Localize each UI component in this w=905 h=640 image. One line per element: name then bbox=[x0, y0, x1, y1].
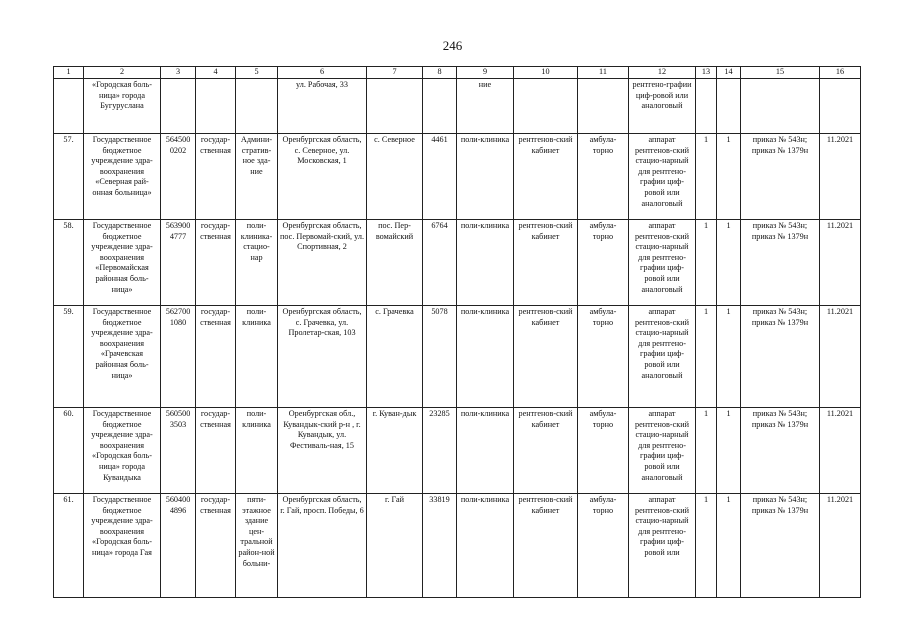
row-number-cell bbox=[54, 79, 84, 134]
address-cell: Оренбургская обл., Кувандык-ский р-н , г. Кувандык, ул. Фестиваль-ная, 15 bbox=[278, 408, 367, 494]
order-reference-cell: приказ № 543н; приказ № 1379н bbox=[741, 494, 820, 598]
care-mode-cell: амбула-торно bbox=[578, 134, 629, 220]
column-number: 4 bbox=[196, 67, 236, 79]
address-cell: Оренбургская область, пос. Первомай-ский, ул. Спортивная, 2 bbox=[278, 220, 367, 306]
table-row bbox=[54, 494, 861, 598]
quantity-cell: 1 bbox=[696, 494, 717, 598]
population-cell: 23285 bbox=[423, 408, 457, 494]
date-cell: 11.2021 bbox=[820, 220, 861, 306]
equipment-cell: аппарат рентгенов-ский стацио-нарный для рентгено-графии циф-ровой или аналоговый bbox=[629, 134, 696, 220]
code-cell: 560400 4896 bbox=[161, 494, 196, 598]
address-cell: Оренбургская область, с. Северное, ул. Московская, 1 bbox=[278, 134, 367, 220]
care-mode-cell bbox=[578, 79, 629, 134]
table-row-continuation bbox=[54, 79, 861, 134]
address-cell: Оренбургская область, с. Грачевка, ул. Пролетар-ская, 103 bbox=[278, 306, 367, 408]
address-cell: ул. Рабочая, 33 bbox=[278, 79, 367, 134]
organization-cell: Государственное бюджетное учреждение здра-воохранения «Первомайская районная боль-ница» bbox=[84, 220, 161, 306]
department-cell bbox=[514, 79, 578, 134]
column-number: 12 bbox=[629, 67, 696, 79]
settlement-cell: пос. Пер-вомайский bbox=[367, 220, 423, 306]
column-number: 1 bbox=[54, 67, 84, 79]
order-reference-cell: приказ № 543н; приказ № 1379н bbox=[741, 408, 820, 494]
date-cell bbox=[820, 79, 861, 134]
department-cell: рентгенов-ский кабинет bbox=[514, 408, 578, 494]
organization-cell: Государственное бюджетное учреждение здра-воохранения «Городская боль-ница» города Кувандыка bbox=[84, 408, 161, 494]
date-cell: 11.2021 bbox=[820, 134, 861, 220]
population-cell: 6764 bbox=[423, 220, 457, 306]
row-number-cell: 60. bbox=[54, 408, 84, 494]
building-cell: поли-клиника bbox=[236, 306, 278, 408]
population-cell: 5078 bbox=[423, 306, 457, 408]
organization-cell: Государственное бюджетное учреждение здра-воохранения «Городская боль-ница» города Гая bbox=[84, 494, 161, 598]
quantity-cell: 1 bbox=[717, 494, 741, 598]
department-cell: рентгенов-ский кабинет bbox=[514, 220, 578, 306]
ownership-cell bbox=[196, 79, 236, 134]
department-cell: рентгенов-ский кабинет bbox=[514, 494, 578, 598]
building-cell: пяти-этажное здание цен-тральной район-ной больни- bbox=[236, 494, 278, 598]
address-cell: Оренбургская область, г. Гай, просп. Победы, 6 bbox=[278, 494, 367, 598]
quantity-cell: 1 bbox=[717, 306, 741, 408]
quantity-cell: 1 bbox=[696, 306, 717, 408]
ownership-cell: государ-ственная bbox=[196, 408, 236, 494]
row-number-cell: 59. bbox=[54, 306, 84, 408]
unit-type-cell: поли-клиника bbox=[457, 306, 514, 408]
building-cell bbox=[236, 79, 278, 134]
ownership-cell: государ-ственная bbox=[196, 220, 236, 306]
quantity-cell: 1 bbox=[717, 134, 741, 220]
order-reference-cell bbox=[741, 79, 820, 134]
date-cell: 11.2021 bbox=[820, 306, 861, 408]
page-number: 246 bbox=[442, 38, 463, 53]
column-number: 14 bbox=[717, 67, 741, 79]
unit-type-cell: поли-клиника bbox=[457, 408, 514, 494]
column-number: 13 bbox=[696, 67, 717, 79]
quantity-cell bbox=[717, 79, 741, 134]
settlement-cell bbox=[367, 79, 423, 134]
date-cell: 11.2021 bbox=[820, 408, 861, 494]
care-mode-cell: амбула-торно bbox=[578, 494, 629, 598]
population-cell: 4461 bbox=[423, 134, 457, 220]
code-cell: 564500 0202 bbox=[161, 134, 196, 220]
column-number: 6 bbox=[278, 67, 367, 79]
settlement-cell: г. Куван-дык bbox=[367, 408, 423, 494]
order-reference-cell: приказ № 543н; приказ № 1379н bbox=[741, 220, 820, 306]
quantity-cell: 1 bbox=[696, 134, 717, 220]
equipment-cell: аппарат рентгенов-ский стацио-нарный для рентгено-графии циф-ровой или аналоговый bbox=[629, 306, 696, 408]
care-mode-cell: амбула-торно bbox=[578, 306, 629, 408]
ownership-cell: государ-ственная bbox=[196, 306, 236, 408]
table-row bbox=[54, 306, 861, 408]
column-number: 9 bbox=[457, 67, 514, 79]
table-row bbox=[54, 220, 861, 306]
settlement-cell: г. Гай bbox=[367, 494, 423, 598]
equipment-register-table bbox=[53, 66, 861, 598]
column-number-header-row bbox=[54, 67, 861, 79]
settlement-cell: с. Грачевка bbox=[367, 306, 423, 408]
column-number: 16 bbox=[820, 67, 861, 79]
table-row bbox=[54, 134, 861, 220]
unit-type-cell: поли-клиника bbox=[457, 220, 514, 306]
unit-type-cell: поли-клиника bbox=[457, 134, 514, 220]
building-cell: Админи-стратив-ное зда-ние bbox=[236, 134, 278, 220]
equipment-cell: рентгено-графии циф-ровой или аналоговый bbox=[629, 79, 696, 134]
department-cell: рентгенов-ский кабинет bbox=[514, 306, 578, 408]
quantity-cell: 1 bbox=[696, 408, 717, 494]
column-number: 2 bbox=[84, 67, 161, 79]
care-mode-cell: амбула-торно bbox=[578, 220, 629, 306]
equipment-cell: аппарат рентгенов-ский стацио-нарный для рентгено-графии циф-ровой или bbox=[629, 494, 696, 598]
population-cell bbox=[423, 79, 457, 134]
column-number: 8 bbox=[423, 67, 457, 79]
building-cell: поли-клиника-стацио-нар bbox=[236, 220, 278, 306]
code-cell: 560500 3503 bbox=[161, 408, 196, 494]
column-number: 15 bbox=[741, 67, 820, 79]
equipment-cell: аппарат рентгенов-ский стацио-нарный для рентгено-графии циф-ровой или аналоговый bbox=[629, 220, 696, 306]
column-number: 10 bbox=[514, 67, 578, 79]
column-number: 7 bbox=[367, 67, 423, 79]
unit-type-cell: поли-клиника bbox=[457, 494, 514, 598]
building-cell: поли-клиника bbox=[236, 408, 278, 494]
equipment-cell: аппарат рентгенов-ский стацио-нарный для рентгено-графии циф-ровой или аналоговый bbox=[629, 408, 696, 494]
organization-cell: Государственное бюджетное учреждение здра-воохранения «Северная рай-онная больница» bbox=[84, 134, 161, 220]
ownership-cell: государ-ственная bbox=[196, 494, 236, 598]
code-cell bbox=[161, 79, 196, 134]
care-mode-cell: амбула-торно bbox=[578, 408, 629, 494]
date-cell: 11.2021 bbox=[820, 494, 861, 598]
row-number-cell: 57. bbox=[54, 134, 84, 220]
unit-type-cell: ние bbox=[457, 79, 514, 134]
population-cell: 33819 bbox=[423, 494, 457, 598]
order-reference-cell: приказ № 543н; приказ № 1379н bbox=[741, 306, 820, 408]
table-row bbox=[54, 408, 861, 494]
column-number: 5 bbox=[236, 67, 278, 79]
row-number-cell: 58. bbox=[54, 220, 84, 306]
organization-cell: «Городская боль-ница» города Бугуруслана bbox=[84, 79, 161, 134]
column-number: 3 bbox=[161, 67, 196, 79]
code-cell: 563900 4777 bbox=[161, 220, 196, 306]
quantity-cell bbox=[696, 79, 717, 134]
department-cell: рентгенов-ский кабинет bbox=[514, 134, 578, 220]
row-number-cell: 61. bbox=[54, 494, 84, 598]
quantity-cell: 1 bbox=[696, 220, 717, 306]
ownership-cell: государ-ственная bbox=[196, 134, 236, 220]
quantity-cell: 1 bbox=[717, 220, 741, 306]
column-number: 11 bbox=[578, 67, 629, 79]
settlement-cell: с. Северное bbox=[367, 134, 423, 220]
order-reference-cell: приказ № 543н; приказ № 1379н bbox=[741, 134, 820, 220]
organization-cell: Государственное бюджетное учреждение здра-воохранения «Грачевская районная боль-ница» bbox=[84, 306, 161, 408]
code-cell: 562700 1080 bbox=[161, 306, 196, 408]
quantity-cell: 1 bbox=[717, 408, 741, 494]
